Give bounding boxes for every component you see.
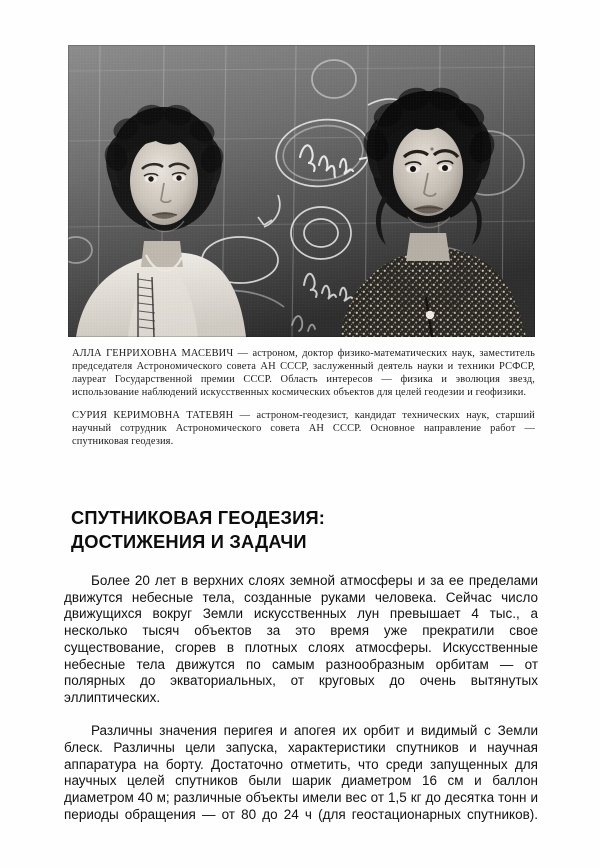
body-paragraph-1: Более 20 лет в верхних слоях земной атмосферы и за ее пределами движутся небесные тела, созданные руками человека. Сейчас число движущихся вокруг Земли искусственных лун превышает 4 тыс., а несколько тысяч объектов за это время уже прекратили свое существование, сгорев в плотных слоях атмосферы. Искусственные небесные тела движутся по самым разнообразным орбитам — от полярных до экваториальных, от круговых до очень вытянутых эллиптических. — [64, 573, 538, 705]
body-paragraph-2: Различны значения перигея и апогея их орбит и видимый с Земли блеск. Различны цели запуска, характеристики спутников и научная аппаратура на борту. Достаточно отметить, что среди запущенных для научных целей спутников были шарик диаметром 16 см и баллон диаметром 40 м; различные объекты имели вес от 1,5 кг до десятка тонн и периоды обращения — от 80 до 24 ч (для геостационарных спутников). — [64, 723, 538, 822]
heading-line-2: ДОСТИЖЕНИЯ И ЗАДАЧИ — [71, 530, 307, 552]
photograph-image — [68, 45, 535, 337]
article-body — [64, 573, 538, 840]
caption-person-1: АЛЛА ГЕНРИХОВНА МАСЕВИЧ — астроном, доктор физико-математических наук, заместитель председателя Астрономического совета АН СССР, заслуженный деятель науки и техники РСФСР, лауреат Государственной премии СССР. Область интересов — физика и эволюция звезд, использование наблюдений искусственных космических объектов для целей геодезии и геофизики. — [72, 348, 535, 398]
article-photograph — [68, 45, 535, 337]
heading-line-1: СПУТНИКОВАЯ ГЕОДЕЗИЯ: — [71, 507, 326, 528]
article-heading — [71, 506, 521, 553]
photo-caption — [72, 347, 535, 448]
caption-person-2: СУРИЯ КЕРИМОВНА ТАТЕВЯН — астроном-геодезист, кандидат технических наук, старший научный сотрудник Астрономического совета АН СССР. Основное направление работ — спутниковая геодезия. — [72, 410, 535, 447]
